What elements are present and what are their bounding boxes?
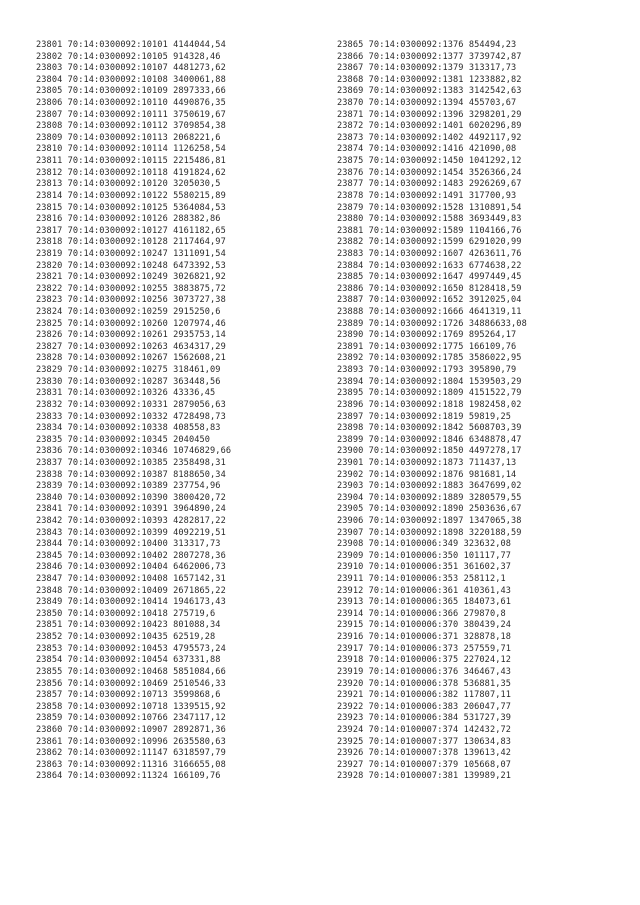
table-row: 23867 70:14:0300092:1379 313317,73 xyxy=(337,63,517,74)
table-row: 23805 70:14:0300092:10109 2897333,66 xyxy=(36,86,226,97)
table-row: 23846 70:14:0300092:10404 6462006,73 xyxy=(36,562,226,573)
table-row: 23908 70:14:0100006:349 323632,08 xyxy=(337,539,512,550)
table-row: 23826 70:14:0300092:10261 2935753,14 xyxy=(36,330,226,341)
table-row: 23808 70:14:0300092:10112 3709854,38 xyxy=(36,121,226,132)
table-row: 23910 70:14:0100006:351 361602,37 xyxy=(337,562,512,573)
table-row: 23905 70:14:0300092:1890 2503636,67 xyxy=(337,504,522,515)
table-row: 23861 70:14:0300092:10996 2635580,63 xyxy=(36,736,226,747)
table-row: 23875 70:14:0300092:1450 1041292,12 xyxy=(337,156,522,167)
table-row: 23866 70:14:0300092:1377 3739742,87 xyxy=(337,51,522,62)
table-row: 23899 70:14:0300092:1846 6348878,47 xyxy=(337,434,522,445)
table-row: 23903 70:14:0300092:1883 3647699,02 xyxy=(337,481,522,492)
table-row: 23907 70:14:0300092:1898 3220188,59 xyxy=(337,527,522,538)
table-row: 23912 70:14:0100006:361 410361,43 xyxy=(337,585,512,596)
table-row: 23897 70:14:0300092:1819 59819,25 xyxy=(337,411,512,422)
table-row: 23854 70:14:0300092:10454 637331,88 xyxy=(36,655,221,666)
table-row: 23802 70:14:0300092:10105 914328,46 xyxy=(36,51,221,62)
table-row: 23906 70:14:0300092:1897 1347065,38 xyxy=(337,515,522,526)
table-row: 23888 70:14:0300092:1666 4641319,11 xyxy=(337,307,522,318)
table-row: 23916 70:14:0100006:371 328878,18 xyxy=(337,632,512,643)
table-row: 23832 70:14:0300092:10331 2879056,63 xyxy=(36,399,226,410)
table-row: 23819 70:14:0300092:10247 1311091,54 xyxy=(36,248,226,259)
table-row: 23879 70:14:0300092:1528 1310891,54 xyxy=(337,202,522,213)
table-row: 23817 70:14:0300092:10127 4161182,65 xyxy=(36,225,226,236)
table-row: 23870 70:14:0300092:1394 455703,67 xyxy=(337,98,517,109)
table-row: 23865 70:14:0300092:1376 854494,23 xyxy=(337,40,517,50)
table-row: 23869 70:14:0300092:1383 3142542,63 xyxy=(337,86,522,97)
table-row: 23918 70:14:0100006:375 227024,12 xyxy=(337,655,512,666)
table-row: 23821 70:14:0300092:10249 3026821,92 xyxy=(36,272,226,283)
table-row: 23926 70:14:0100007:378 139613,42 xyxy=(337,748,512,759)
table-row: 23828 70:14:0300092:10267 1562608,21 xyxy=(36,353,226,364)
table-row: 23837 70:14:0300092:10385 2358498,31 xyxy=(36,457,226,468)
table-row: 23859 70:14:0300092:10766 2347117,12 xyxy=(36,713,226,724)
table-row: 23874 70:14:0300092:1416 421090,08 xyxy=(337,144,517,155)
table-row: 23872 70:14:0300092:1401 6020296,89 xyxy=(337,121,522,132)
table-row: 23890 70:14:0300092:1769 895264,17 xyxy=(337,330,517,341)
table-row: 23889 70:14:0300092:1726 34886633,08 xyxy=(337,318,527,329)
table-row: 23924 70:14:0100007:374 142432,72 xyxy=(337,724,512,735)
table-row: 23825 70:14:0300092:10260 1207974,46 xyxy=(36,318,226,329)
table-row: 23925 70:14:0100007:377 130634,83 xyxy=(337,736,512,747)
table-row: 23909 70:14:0100006:350 101117,77 xyxy=(337,550,512,561)
table-row: 23915 70:14:0100006:370 380439,24 xyxy=(337,620,512,631)
table-row: 23919 70:14:0100006:376 346467,43 xyxy=(337,666,512,677)
table-row: 23882 70:14:0300092:1599 6291020,99 xyxy=(337,237,522,248)
table-row: 23812 70:14:0300092:10118 4191824,62 xyxy=(36,167,226,178)
table-row: 23834 70:14:0300092:10338 408558,83 xyxy=(36,423,221,434)
table-row: 23895 70:14:0300092:1809 4151522,79 xyxy=(337,388,522,399)
table-row: 23873 70:14:0300092:1402 4492117,92 xyxy=(337,132,522,143)
table-row: 23822 70:14:0300092:10255 3883875,72 xyxy=(36,283,226,294)
table-row: 23857 70:14:0300092:10713 3599868,6 xyxy=(36,690,221,701)
table-row: 23920 70:14:0100006:378 536881,35 xyxy=(337,678,512,689)
table-row: 23806 70:14:0300092:10110 4490876,35 xyxy=(36,98,226,109)
table-row: 23814 70:14:0300092:10122 5580215,89 xyxy=(36,190,226,201)
table-row: 23927 70:14:0100007:379 105668,07 xyxy=(337,759,512,770)
table-row: 23860 70:14:0300092:10907 2892871,36 xyxy=(36,724,226,735)
table-row: 23877 70:14:0300092:1483 2926269,67 xyxy=(337,179,522,190)
table-row: 23841 70:14:0300092:10391 3964890,24 xyxy=(36,504,226,515)
table-row: 23864 70:14:0300092:11324 166109,76 xyxy=(36,771,221,782)
table-row: 23892 70:14:0300092:1785 3586022,95 xyxy=(337,353,522,364)
table-row: 23807 70:14:0300092:10111 3750619,67 xyxy=(36,109,226,120)
table-row: 23801 70:14:0300092:10101 4144044,54 xyxy=(36,40,226,50)
table-row: 23844 70:14:0300092:10400 313317,73 xyxy=(36,539,221,550)
table-row: 23893 70:14:0300092:1793 395890,79 xyxy=(337,365,517,376)
table-row: 23824 70:14:0300092:10259 2915250,6 xyxy=(36,307,221,318)
table-row: 23911 70:14:0100006:353 258112,1 xyxy=(337,574,506,585)
table-row: 23880 70:14:0300092:1588 3693449,83 xyxy=(337,214,522,225)
table-row: 23883 70:14:0300092:1607 4263611,76 xyxy=(337,248,522,259)
table-row: 23848 70:14:0300092:10409 2671865,22 xyxy=(36,585,226,596)
table-row: 23852 70:14:0300092:10435 62519,28 xyxy=(36,632,216,643)
table-row: 23823 70:14:0300092:10256 3073727,38 xyxy=(36,295,226,306)
table-row: 23921 70:14:0100006:382 117807,11 xyxy=(337,690,512,701)
table-row: 23898 70:14:0300092:1842 5608703,39 xyxy=(337,423,522,434)
table-row: 23886 70:14:0300092:1650 8128418,59 xyxy=(337,283,522,294)
table-row: 23803 70:14:0300092:10107 4481273,62 xyxy=(36,63,226,74)
table-row: 23923 70:14:0100006:384 531727,39 xyxy=(337,713,512,724)
table-row: 23847 70:14:0300092:10408 1657142,31 xyxy=(36,574,226,585)
table-row: 23896 70:14:0300092:1818 1982458,02 xyxy=(337,399,522,410)
table-row: 23818 70:14:0300092:10128 2117464,97 xyxy=(36,237,226,248)
table-row: 23804 70:14:0300092:10108 3400061,88 xyxy=(36,74,226,85)
table-row: 23843 70:14:0300092:10399 4092219,51 xyxy=(36,527,226,538)
table-row: 23887 70:14:0300092:1652 3912025,04 xyxy=(337,295,522,306)
left-column xyxy=(36,40,231,783)
table-row: 23900 70:14:0300092:1850 4497278,17 xyxy=(337,446,522,457)
table-row: 23815 70:14:0300092:10125 5364084,53 xyxy=(36,202,226,213)
table-row: 23853 70:14:0300092:10453 4795573,24 xyxy=(36,643,226,654)
table-row: 23885 70:14:0300092:1647 4997449,45 xyxy=(337,272,522,283)
table-row: 23868 70:14:0300092:1381 1233882,82 xyxy=(337,74,522,85)
table-row: 23835 70:14:0300092:10345 2040450 xyxy=(36,434,211,445)
table-row: 23922 70:14:0100006:383 206047,77 xyxy=(337,701,512,712)
table-row: 23836 70:14:0300092:10346 10746829,66 xyxy=(36,446,232,457)
table-row: 23850 70:14:0300092:10418 275719,6 xyxy=(36,608,216,619)
table-row: 23876 70:14:0300092:1454 3526366,24 xyxy=(337,167,522,178)
table-row: 23884 70:14:0300092:1633 6774638,22 xyxy=(337,260,522,271)
table-row: 23894 70:14:0300092:1804 1539503,29 xyxy=(337,376,522,387)
table-row: 23813 70:14:0300092:10120 3205030,5 xyxy=(36,179,221,190)
table-row: 23842 70:14:0300092:10393 4282817,22 xyxy=(36,515,226,526)
table-row: 23858 70:14:0300092:10718 1339515,92 xyxy=(36,701,226,712)
table-row: 23839 70:14:0300092:10389 237754,96 xyxy=(36,481,221,492)
table-row: 23871 70:14:0300092:1396 3298201,29 xyxy=(337,109,522,120)
table-row: 23820 70:14:0300092:10248 6473392,53 xyxy=(36,260,226,271)
table-row: 23891 70:14:0300092:1775 166109,76 xyxy=(337,341,517,352)
table-row: 23845 70:14:0300092:10402 2807278,36 xyxy=(36,550,226,561)
table-row: 23878 70:14:0300092:1491 317700,93 xyxy=(337,190,517,201)
table-row: 23838 70:14:0300092:10387 8188650,34 xyxy=(36,469,226,480)
table-row: 23917 70:14:0100006:373 257559,71 xyxy=(337,643,512,654)
table-row: 23809 70:14:0300092:10113 2068221,6 xyxy=(36,132,221,143)
table-row: 23856 70:14:0300092:10469 2510546,33 xyxy=(36,678,226,689)
table-row: 23833 70:14:0300092:10332 4728498,73 xyxy=(36,411,226,422)
table-row: 23811 70:14:0300092:10115 2215486,81 xyxy=(36,156,226,167)
table-row: 23830 70:14:0300092:10287 363448,56 xyxy=(36,376,221,387)
table-row: 23827 70:14:0300092:10263 4634317,29 xyxy=(36,341,226,352)
table-row: 23914 70:14:0100006:366 279870,8 xyxy=(337,608,506,619)
table-row: 23901 70:14:0300092:1873 711437,13 xyxy=(337,457,517,468)
table-row: 23840 70:14:0300092:10390 3800420,72 xyxy=(36,492,226,503)
table-row: 23831 70:14:0300092:10326 43336,45 xyxy=(36,388,216,399)
table-row: 23816 70:14:0300092:10126 288382,86 xyxy=(36,214,221,225)
table-row: 23863 70:14:0300092:11316 3166655,08 xyxy=(36,759,226,770)
table-row: 23851 70:14:0300092:10423 801088,34 xyxy=(36,620,221,631)
table-row: 23902 70:14:0300092:1876 981681,14 xyxy=(337,469,517,480)
table-row: 23928 70:14:0100007:381 139989,21 xyxy=(337,771,512,782)
table-row: 23904 70:14:0300092:1889 3280579,55 xyxy=(337,492,522,503)
table-row: 23810 70:14:0300092:10114 1126258,54 xyxy=(36,144,226,155)
right-column xyxy=(337,40,527,783)
table-row: 23913 70:14:0100006:365 184073,61 xyxy=(337,597,512,608)
table-row: 23849 70:14:0300092:10414 1946173,43 xyxy=(36,597,226,608)
table-row: 23881 70:14:0300092:1589 1104166,76 xyxy=(337,225,522,236)
table-row: 23862 70:14:0300092:11147 6318597,79 xyxy=(36,748,226,759)
table-row: 23829 70:14:0300092:10275 318461,09 xyxy=(36,365,221,376)
table-row: 23855 70:14:0300092:10468 5851084,66 xyxy=(36,666,226,677)
